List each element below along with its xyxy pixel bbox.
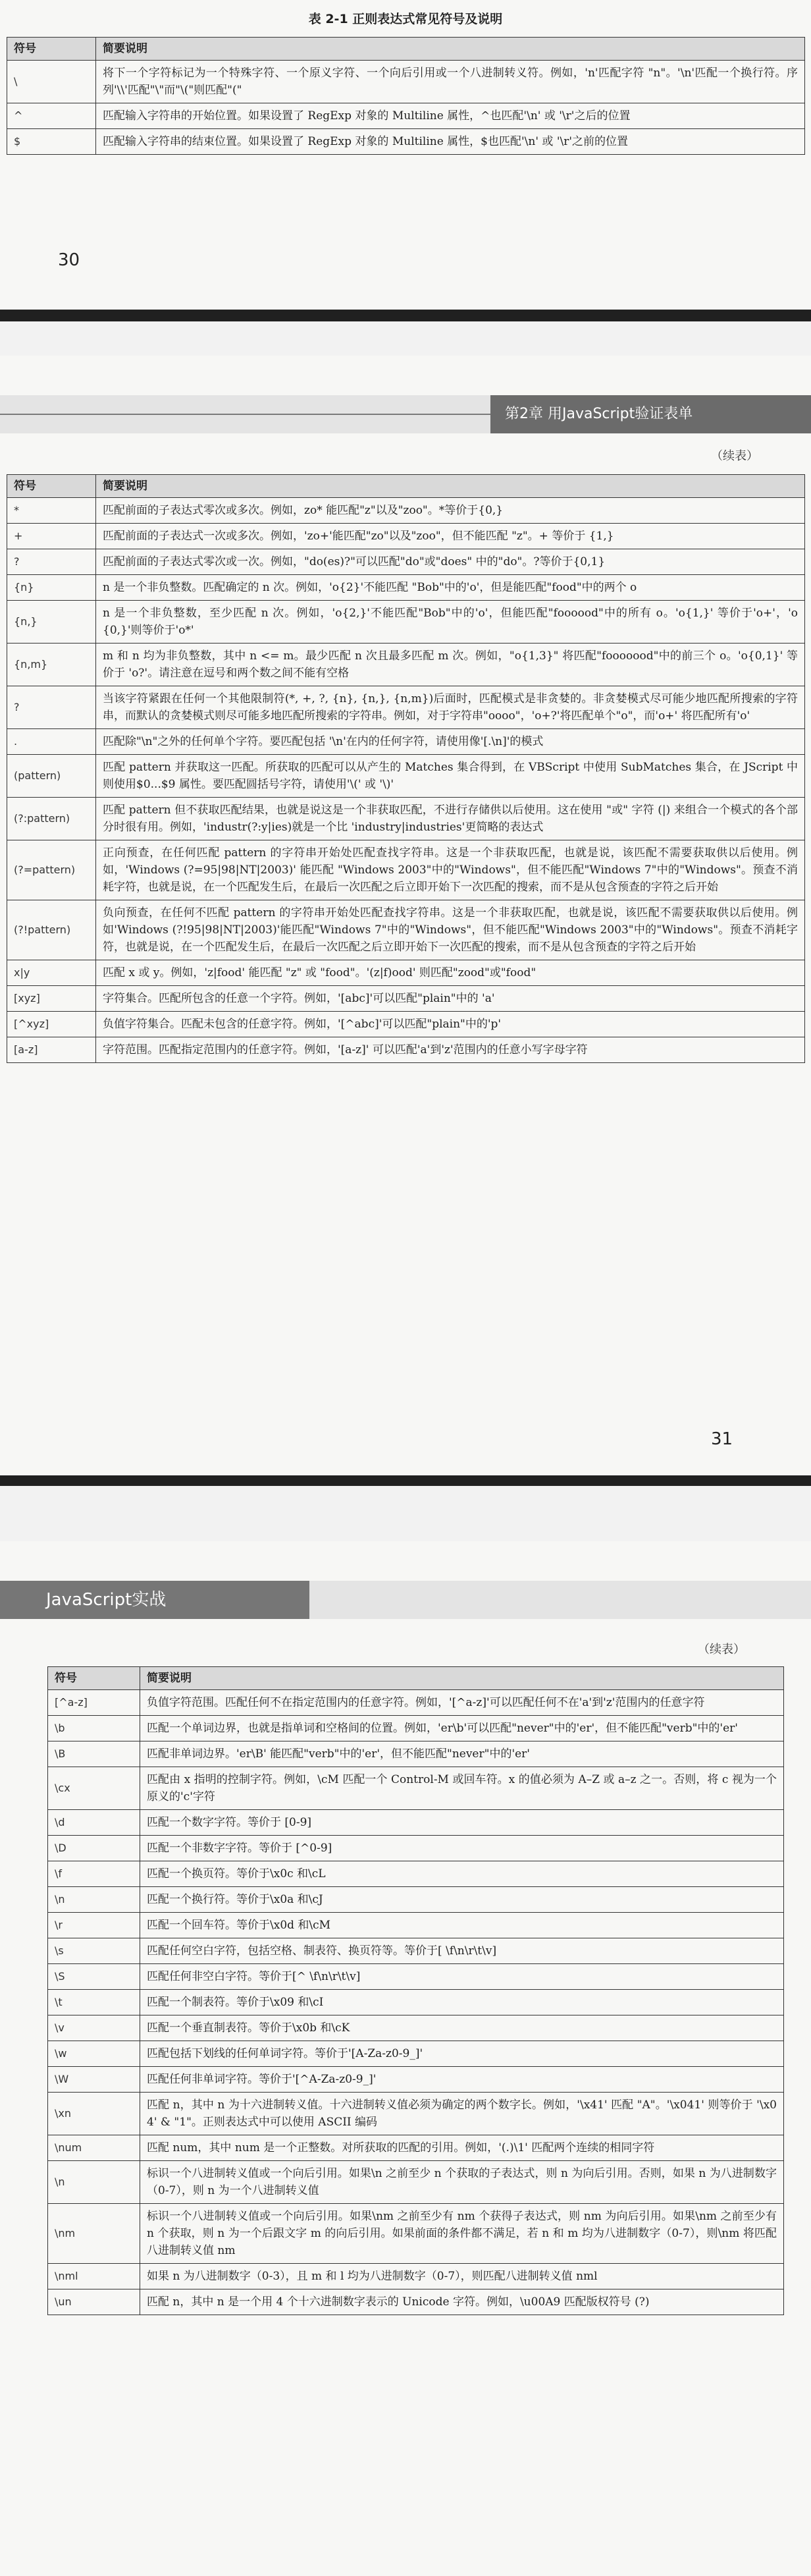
description-cell: 匹配任何非单词字符。等价于'[^A-Za-z0-9_]' [140, 2067, 784, 2093]
regex-table-part1 [7, 37, 805, 155]
table-row [7, 986, 805, 1012]
header-description: 简要说明 [140, 1667, 784, 1690]
table-body [7, 61, 805, 155]
description-cell: 匹配非单词边界。'er\B' 能匹配"verb"中的'er'，但不能匹配"never"中的'er' [140, 1741, 784, 1767]
symbol-cell: \b [48, 1716, 140, 1741]
description-cell: n 是一个非负整数。匹配确定的 n 次。例如，'o{2}'不能匹配 "Bob"中的'o'，但是能匹配"food"中的两个 o [96, 575, 805, 601]
symbol-cell: \d [48, 1810, 140, 1836]
description-cell: 匹配输入字符串的开始位置。如果设置了 RegExp 对象的 Multiline 属性，^也匹配'\n' 或 '\r'之后的位置 [96, 103, 805, 129]
table-row [7, 960, 805, 986]
description-cell: 匹配一个非数字字符。等价于 [^0-9] [140, 1836, 784, 1861]
description-cell: 匹配一个制表符。等价于\x09 和\cI [140, 1990, 784, 2015]
symbol-cell: [^xyz] [7, 1012, 96, 1037]
table-row [7, 755, 805, 798]
symbol-cell: \S [48, 1964, 140, 1990]
table-row [48, 1861, 784, 1887]
table-row [7, 103, 805, 129]
description-cell: 匹配 pattern 并获取这一匹配。所获取的匹配可以从产生的 Matches 集合得到，在 VBScript 中使用 SubMatches 集合，在 JScript 中则使用$0...$9 属性。要匹配圆括号字符，请使用'\(' 或 '\)' [96, 755, 805, 798]
description-cell: 当该字符紧跟在任何一个其他限制符(*, +, ?, {n}, {n,}, {n,m})后面时，匹配模式是非贪婪的。非贪婪模式尽可能少地匹配所搜索的字符串，而默认的贪婪模式则尽可能多地匹配所搜索的字符串。例如，对于字符串"oooo"，'o+?'将匹配单个"o"，而'o+' 将匹配所有'o' [96, 686, 805, 729]
page-gap [0, 321, 811, 356]
page-30 [0, 0, 811, 310]
symbol-cell: \n [48, 1887, 140, 1913]
description-cell: 匹配除"\n"之外的任何单个字符。要匹配包括 '\n'在内的任何字符，请使用像'[.\n]'的模式 [96, 729, 805, 755]
symbol-cell: (pattern) [7, 755, 96, 798]
symbol-cell: x|y [7, 960, 96, 986]
table-row [48, 1836, 784, 1861]
table-row [7, 900, 805, 960]
symbol-cell: \nm [48, 2204, 140, 2264]
description-cell: m 和 n 均为非负整数，其中 n <= m。最少匹配 n 次且最多匹配 m 次。例如，"o{1,3}" 将匹配"fooooood"中的前三个 o。'o{0,1}' 等价于 'o?'。请注意在逗号和两个数之间不能有空格 [96, 644, 805, 686]
symbol-cell: \s [48, 1938, 140, 1964]
description-cell: 匹配一个换页符。等价于\x0c 和\cL [140, 1861, 784, 1887]
description-cell: n 是一个非负整数，至少匹配 n 次。例如，'o{2,}'不能匹配"Bob"中的'o'，但能匹配"foooood"中的所有 o。'o{1,}' 等价于'o+'，'o{0,}'则等价于'o*' [96, 601, 805, 644]
description-cell: 匹配一个数字字符。等价于 [0-9] [140, 1810, 784, 1836]
description-cell: 匹配一个回车符。等价于\x0d 和\cM [140, 1913, 784, 1938]
header-symbol: 符号 [7, 38, 96, 61]
symbol-cell: + [7, 524, 96, 549]
table-row [48, 2015, 784, 2041]
table-row [48, 2289, 784, 2315]
symbol-cell: {n,} [7, 601, 96, 644]
page-number: 31 [711, 1429, 733, 1449]
symbol-cell: (?!pattern) [7, 900, 96, 960]
table-row [48, 2041, 784, 2067]
symbol-cell: \f [48, 1861, 140, 1887]
table-row [7, 1012, 805, 1037]
regex-table-part3 [47, 1666, 784, 2315]
symbol-cell: $ [7, 129, 96, 155]
table-row [7, 840, 805, 900]
regex-table-part2 [7, 474, 805, 1063]
symbol-cell: \n [48, 2161, 140, 2204]
description-cell: 字符范围。匹配指定范围内的任意字符。例如，'[a-z]' 可以匹配'a'到'z'范围内的任意小写字母字符 [96, 1037, 805, 1063]
symbol-cell: \t [48, 1990, 140, 2015]
description-cell: 标识一个八进制转义值或一个向后引用。如果\nm 之前至少有 nm 个获得子表达式，则 nm 为向后引用。如果\nm 之前至少有 n 个获取，则 n 为一个后跟文字 m 的向后引用。如果前面的条件都不满足，若 n 和 m 均为八进制数字（0-7），则\nm 将匹配八进制转义值 nm [140, 2204, 784, 2264]
table-row [7, 798, 805, 840]
table-row [48, 2264, 784, 2289]
symbol-cell: ? [7, 686, 96, 729]
symbol-cell: \W [48, 2067, 140, 2093]
description-cell: 匹配由 x 指明的控制字符。例如，\cM 匹配一个 Control-M 或回车符。x 的值必须为 A–Z 或 a–z 之一。否则，将 c 视为一个原义的'c'字符 [140, 1767, 784, 1810]
symbol-cell: {n} [7, 575, 96, 601]
description-cell: 如果 n 为八进制数字（0-3），且 m 和 l 均为八进制数字（0-7），则匹配八进制转义值 nml [140, 2264, 784, 2289]
description-cell: 匹配一个单词边界，也就是指单词和空格间的位置。例如，'er\b'可以匹配"never"中的'er'，但不能匹配"verb"中的'er' [140, 1716, 784, 1741]
description-cell: 匹配 x 或 y。例如，'z|food' 能匹配 "z" 或 "food"。'(z|f)ood' 则匹配"zood"或"food" [96, 960, 805, 986]
chapter-heading: 第2章 用JavaScript验证表单 [490, 395, 811, 433]
symbol-cell: \num [48, 2135, 140, 2161]
table-row [48, 2135, 784, 2161]
symbol-cell: [xyz] [7, 986, 96, 1012]
symbol-cell: \ [7, 61, 96, 103]
header-symbol: 符号 [7, 475, 96, 498]
header-description: 简要说明 [96, 475, 805, 498]
header-description: 简要说明 [96, 38, 805, 61]
table-row [7, 524, 805, 549]
table-row [48, 1990, 784, 2015]
description-cell: 正向预查，在任何匹配 pattern 的字符串开始处匹配查找字符串。这是一个非获取匹配，也就是说，该匹配不需要获取供以后使用。例如，'Windows (?=95|98|NT|2003)' 能匹配 "Windows 2003"中的"Windows"，但不能匹配"Windows 7"中的"Windows"。预查不消耗字符，也就是说，在一个匹配发生后，在最后一次匹配之后立即开始下一次匹配的搜索，而不是从包含预查的字符之后开始 [96, 840, 805, 900]
table-row [48, 2093, 784, 2135]
symbol-cell: \w [48, 2041, 140, 2067]
continued-label: （续表） [698, 1643, 745, 1657]
description-cell: 匹配 n，其中 n 是一个用 4 个十六进制数字表示的 Unicode 字符。例如，\u00A9 匹配版权符号 (?) [140, 2289, 784, 2315]
table-row [48, 1938, 784, 1964]
table-row [48, 2067, 784, 2093]
symbol-cell: \r [48, 1913, 140, 1938]
table-caption: 表 2-1 正则表达式常见符号及说明 [308, 12, 503, 26]
table-header-row [7, 38, 805, 61]
symbol-cell: \un [48, 2289, 140, 2315]
description-cell: 匹配一个垂直制表符。等价于\x0b 和\cK [140, 2015, 784, 2041]
description-cell: 匹配包括下划线的任何单词字符。等价于'[A-Za-z0-9_]' [140, 2041, 784, 2067]
description-cell: 匹配任何非空白字符。等价于[^ \f\n\r\t\v] [140, 1964, 784, 1990]
symbol-cell: ^ [7, 103, 96, 129]
table-row [48, 1913, 784, 1938]
symbol-cell: (?=pattern) [7, 840, 96, 900]
description-cell: 负值字符范围。匹配任何不在指定范围内的任意字符。例如，'[^a-z]'可以匹配任何不在'a'到'z'范围内的任意字符 [140, 1690, 784, 1716]
continued-label: （续表） [711, 449, 758, 463]
description-cell: 匹配前面的子表达式零次或多次。例如，zo* 能匹配"z"以及"zoo"。*等价于{0,} [96, 498, 805, 524]
table-row [48, 1964, 784, 1990]
page-divider [0, 1475, 811, 1486]
table-body [48, 1690, 784, 2315]
table-row [7, 1037, 805, 1063]
table-row [7, 686, 805, 729]
symbol-cell: ? [7, 549, 96, 575]
table-row [7, 61, 805, 103]
description-cell: 匹配 num，其中 num 是一个正整数。对所获取的匹配的引用。例如，'(.)\1' 匹配两个连续的相同字符 [140, 2135, 784, 2161]
page-divider [0, 310, 811, 321]
page-32 [0, 1541, 811, 2576]
page-31 [0, 356, 811, 1475]
page-gap [0, 1486, 811, 1541]
table-row [7, 644, 805, 686]
table-body [7, 498, 805, 1063]
table-row [7, 129, 805, 155]
symbol-cell: \nml [48, 2264, 140, 2289]
table-row [48, 2161, 784, 2204]
description-cell: 匹配 n，其中 n 为十六进制转义值。十六进制转义值必须为确定的两个数字长。例如，'\x41' 匹配 "A"。'\x041' 则等价于 '\x04' & "1"。正则表达式中可以使用 ASCII 编码 [140, 2093, 784, 2135]
description-cell: 匹配前面的子表达式一次或多次。例如，'zo+'能匹配"zo"以及"zoo"，但不能匹配 "z"。+ 等价于 {1,} [96, 524, 805, 549]
table-header-row [48, 1667, 784, 1690]
description-cell: 匹配前面的子表达式零次或一次。例如，"do(es)?"可以匹配"do"或"does" 中的"do"。?等价于{0,1} [96, 549, 805, 575]
description-cell: 字符集合。匹配所包含的任意一个字符。例如，'[abc]'可以匹配"plain"中的 'a' [96, 986, 805, 1012]
description-cell: 负值字符集合。匹配未包含的任意字符。例如，'[^abc]'可以匹配"plain"中的'p' [96, 1012, 805, 1037]
symbol-cell: \cx [48, 1767, 140, 1810]
symbol-cell: [a-z] [7, 1037, 96, 1063]
table-row [7, 549, 805, 575]
table-row [7, 729, 805, 755]
description-cell: 匹配输入字符串的结束位置。如果设置了 RegExp 对象的 Multiline 属性，$也匹配'\n' 或 '\r'之前的位置 [96, 129, 805, 155]
table-row [7, 498, 805, 524]
description-cell: 标识一个八进制转义值或一个向后引用。如果\n 之前至少 n 个获取的子表达式，则 n 为向后引用。否则，如果 n 为八进制数字（0-7），则 n 为一个八进制转义值 [140, 2161, 784, 2204]
description-cell: 匹配 pattern 但不获取匹配结果，也就是说这是一个非获取匹配，不进行存储供以后使用。这在使用 "或" 字符 (|) 来组合一个模式的各个部分时很有用。例如，'industr(?:y|ies)就是一个比 'industry|industries'更简略的表达式 [96, 798, 805, 840]
table-row [48, 1887, 784, 1913]
table-row [48, 2204, 784, 2264]
description-cell: 匹配一个换行符。等价于\x0a 和\cJ [140, 1887, 784, 1913]
symbol-cell: \B [48, 1741, 140, 1767]
page-number: 30 [58, 250, 80, 270]
symbol-cell: * [7, 498, 96, 524]
symbol-cell: (?:pattern) [7, 798, 96, 840]
chapter-heading: JavaScript实战 [0, 1581, 309, 1619]
symbol-cell: \D [48, 1836, 140, 1861]
table-row [48, 1690, 784, 1716]
table-row [48, 1810, 784, 1836]
table-header-row [7, 475, 805, 498]
symbol-cell: {n,m} [7, 644, 96, 686]
symbol-cell: \v [48, 2015, 140, 2041]
symbol-cell: [^a-z] [48, 1690, 140, 1716]
symbol-cell: . [7, 729, 96, 755]
table-row [7, 601, 805, 644]
table-row [48, 1716, 784, 1741]
symbol-cell: \xn [48, 2093, 140, 2135]
header-symbol: 符号 [48, 1667, 140, 1690]
table-row [48, 1741, 784, 1767]
description-cell: 将下一个字符标记为一个特殊字符、一个原义字符、一个向后引用或一个八进制转义符。例如，'n'匹配字符 "n"。'\n'匹配一个换行符。序列'\\'匹配"\"而"\("则匹配"(" [96, 61, 805, 103]
description-cell: 负向预查，在任何不匹配 pattern 的字符串开始处匹配查找字符串。这是一个非获取匹配，也就是说，该匹配不需要获取供以后使用。例如'Windows (?!95|98|NT|2003)'能匹配"Windows 7"中的"Windows"，但不能匹配"Windows 2003"中的"Windows"。预查不消耗字符，也就是说，在一个匹配发生后，在最后一次匹配之后立即开始下一次匹配的搜索，而不是从包含预查的字符之后开始 [96, 900, 805, 960]
table-row [48, 1767, 784, 1810]
description-cell: 匹配任何空白字符，包括空格、制表符、换页符等。等价于[ \f\n\r\t\v] [140, 1938, 784, 1964]
table-row [7, 575, 805, 601]
